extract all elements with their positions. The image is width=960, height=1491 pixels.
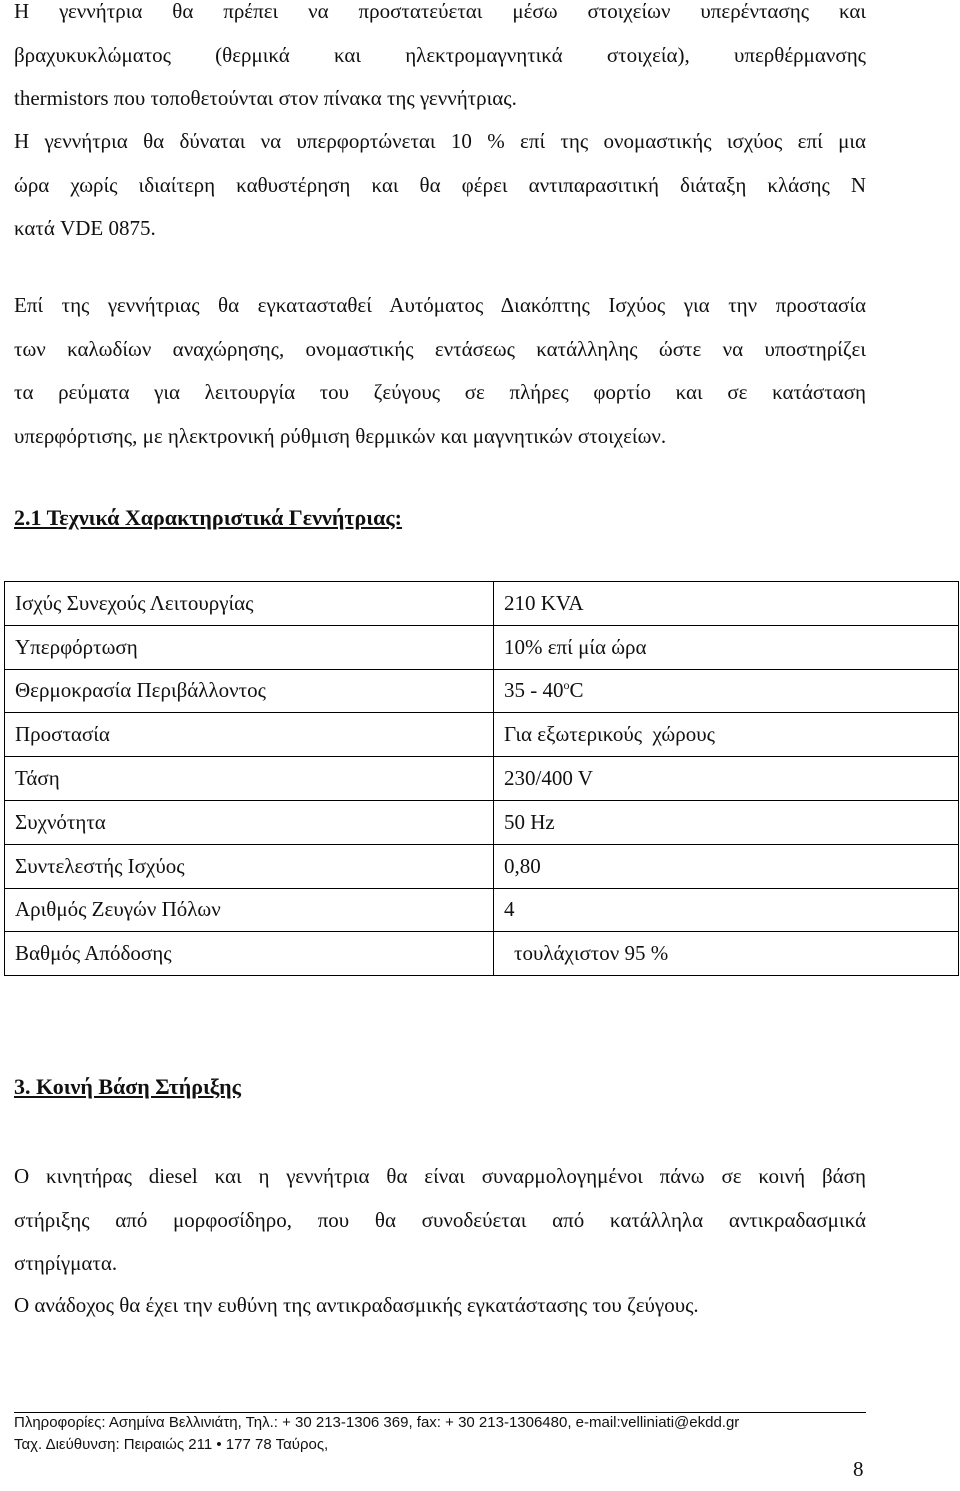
degree-sign: o bbox=[563, 678, 570, 693]
text-line: Ο κινητήρας diesel και η γεννήτρια θα είναι συναρμολογημένοι πάνω σε κοινή βάση bbox=[14, 1164, 866, 1188]
table-row bbox=[5, 582, 959, 626]
text-line: στηρίγματα. bbox=[14, 1251, 118, 1275]
paragraph-common-base bbox=[14, 1155, 866, 1286]
table-row bbox=[5, 888, 959, 932]
text-line: των καλωδίων αναχώρησης, ονομαστικής εντάσεως κατάλληλης ώστε να υποστηρίζει bbox=[14, 336, 866, 361]
spec-label: Συχνότητα bbox=[5, 800, 494, 844]
spec-label: Βαθμός Απόδοσης bbox=[5, 932, 494, 976]
spec-label: Προστασία bbox=[5, 713, 494, 757]
spec-label: Συντελεστής Ισχύος bbox=[5, 844, 494, 888]
spec-label: Υπερφόρτωση bbox=[5, 625, 494, 669]
spec-value: 50 Hz bbox=[494, 800, 959, 844]
text-line: στήριξης από μορφοσίδηρο, που θα συνοδεύεται από κατάλληλα αντικραδασμικά bbox=[14, 1207, 866, 1232]
temperature-unit: C bbox=[569, 678, 584, 703]
spec-label: Ισχύς Συνεχούς Λειτουργίας bbox=[5, 582, 494, 626]
section-heading-tech-specs: 2.1 Τεχνικά Χαρακτηριστικά Γεννήτριας: bbox=[14, 505, 402, 530]
table-row bbox=[5, 757, 959, 801]
paragraph-circuit-breaker bbox=[14, 284, 866, 458]
paragraph-overload bbox=[14, 120, 866, 251]
spec-label: Θερμοκρασία Περιβάλλοντος bbox=[5, 669, 494, 713]
text-line: ώρα χωρίς ιδιαίτερη καθυστέρηση και θα φέρει αντιπαρασιτική διάταξη κλάσης Ν bbox=[14, 172, 866, 197]
table-row bbox=[5, 800, 959, 844]
spec-value: 4 bbox=[494, 888, 959, 932]
spec-value: 0,80 bbox=[494, 844, 959, 888]
table-row bbox=[5, 625, 959, 669]
footer-contact-info: Πληροφορίες: Ασημίνα Βελλινιάτη, Τηλ.: + 30 213-1306 369, fax: + 30 213-1306480, e-mail:velliniati@ekdd.gr bbox=[14, 1414, 740, 1431]
table-row bbox=[5, 713, 959, 757]
text-line: βραχυκυκλώματος (θερμικά και ηλεκτρομαγνητικά στοιχεία), υπερθέρμανσης bbox=[14, 42, 866, 67]
paragraph-generator-protection bbox=[14, 0, 866, 121]
paragraph-contractor bbox=[14, 1284, 866, 1328]
spec-table bbox=[4, 581, 959, 976]
spec-value: 210 KVA bbox=[494, 582, 959, 626]
text-line: υπερφόρτισης, με ηλεκτρονική ρύθμιση θερμικών και μαγνητικών στοιχείων. bbox=[14, 423, 667, 448]
text-line: Επί της γεννήτριας θα εγκατασταθεί Αυτόματος Διακόπτης Ισχύος για την προστασία bbox=[14, 293, 866, 317]
footer-divider bbox=[14, 1412, 866, 1413]
spec-value bbox=[494, 669, 959, 713]
text-line: Η γεννήτρια θα πρέπει να προστατεύεται μέσω στοιχείων υπερέντασης και bbox=[14, 0, 866, 23]
spec-value: 230/400 V bbox=[494, 757, 959, 801]
spec-label: Τάση bbox=[5, 757, 494, 801]
section-heading-common-base: 3. Κοινή Βάση Στήριξης bbox=[14, 1074, 241, 1099]
text-line: κατά VDE 0875. bbox=[14, 216, 156, 240]
table-row bbox=[5, 669, 959, 713]
text-line: Ο ανάδοχος θα έχει την ευθύνη της αντικραδασμικής εγκατάστασης του ζεύγους. bbox=[14, 1293, 699, 1317]
footer-address: Ταχ. Διεύθυνση: Πειραιώς 211 • 177 78 Ταύρος, bbox=[14, 1436, 329, 1453]
page-number: 8 bbox=[853, 1457, 864, 1481]
spec-value: Για εξωτερικούς χώρους bbox=[494, 713, 959, 757]
spec-value: τουλάχιστον 95 % bbox=[494, 932, 959, 976]
text-line: thermistors που τοποθετούνται στον πίνακα της γεννήτριας. bbox=[14, 86, 517, 110]
table-row bbox=[5, 844, 959, 888]
table-row bbox=[5, 932, 959, 976]
spec-label: Αριθμός Ζευγών Πόλων bbox=[5, 888, 494, 932]
temperature-range: 35 - 40 bbox=[504, 678, 564, 703]
text-line: Η γεννήτρια θα δύναται να υπερφορτώνεται 10 % επί της ονομαστικής ισχύος επί μια bbox=[14, 129, 866, 153]
spec-value: 10% επί μία ώρα bbox=[494, 625, 959, 669]
text-line: τα ρεύματα για λειτουργία του ζεύγους σε πλήρες φορτίο και σε κατάσταση bbox=[14, 380, 866, 404]
